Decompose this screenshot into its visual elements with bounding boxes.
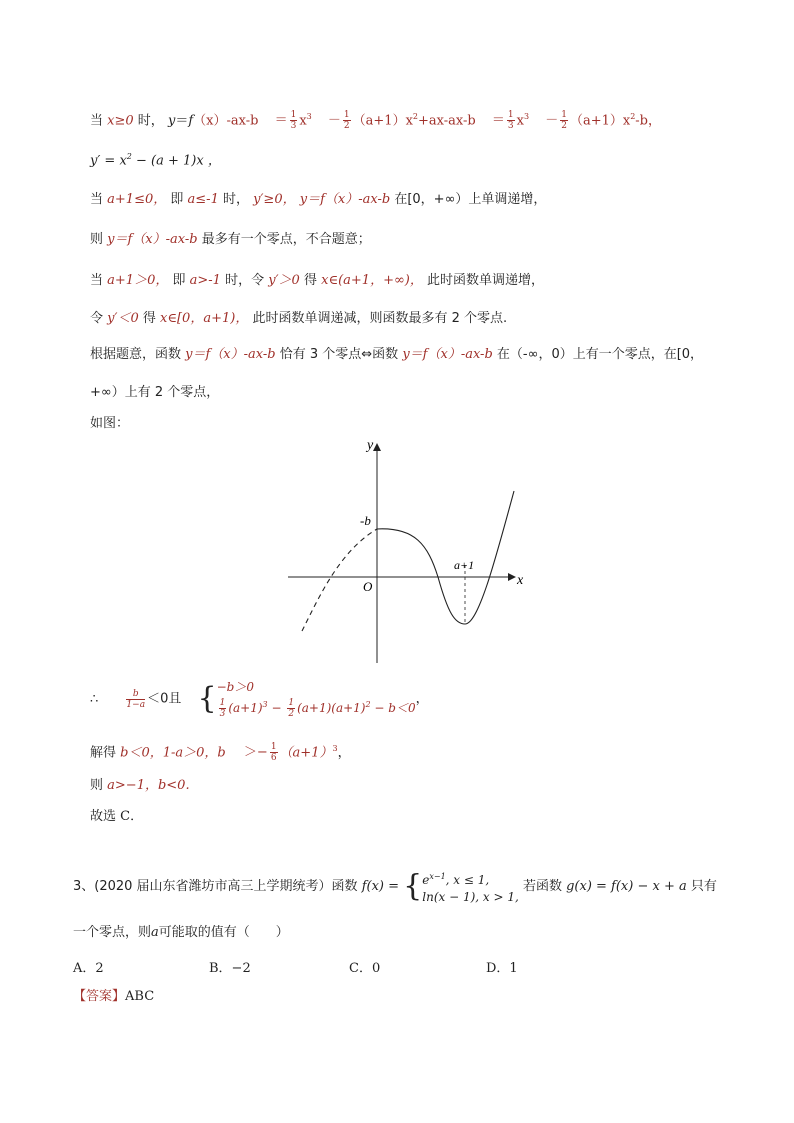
text: 在[0，+∞）上单调递增， bbox=[394, 192, 547, 207]
text: x bbox=[299, 113, 307, 129]
fraction: $\frac{1}{2}$ bbox=[343, 110, 350, 132]
line-8 bbox=[90, 384, 219, 402]
text: x bbox=[516, 113, 524, 129]
question-text: 3、(2020 届山东省潍坊市高三上学期统考）函数 bbox=[73, 879, 358, 894]
text: 当 bbox=[90, 192, 104, 207]
text: y＝f（x）-ax-b bbox=[185, 347, 276, 362]
text: a+1＞0， bbox=[107, 273, 169, 288]
text: x≥0 bbox=[107, 113, 134, 129]
line-9 bbox=[90, 415, 129, 433]
text: a>−1，b<0. bbox=[107, 778, 190, 793]
text: － bbox=[545, 113, 559, 129]
fraction: $\frac{1}{3}$ bbox=[507, 110, 514, 132]
option-a: A．2 bbox=[73, 961, 104, 976]
text: − (a + 1)x ， bbox=[131, 153, 221, 169]
text: 且 bbox=[168, 691, 182, 707]
text: y′＜0 bbox=[107, 311, 139, 326]
text: C． bbox=[120, 809, 144, 824]
fraction: $\frac{b}{1-a}$ bbox=[126, 688, 146, 710]
answer-label: 【答案】 bbox=[73, 989, 126, 1004]
option-d: D．1 bbox=[486, 961, 518, 976]
text: ， bbox=[415, 691, 429, 707]
function-graph bbox=[280, 435, 530, 670]
text: 此时函数单调递减，则函数最多有 2 个零点. bbox=[252, 311, 508, 326]
text: ， bbox=[337, 745, 351, 761]
text: 得 bbox=[142, 311, 156, 326]
line-3 bbox=[90, 191, 546, 209]
text: 解得 bbox=[90, 745, 117, 761]
minus-b-label: -b bbox=[360, 513, 371, 528]
text: ＝ bbox=[175, 113, 189, 129]
text: a>-1 bbox=[189, 273, 221, 288]
line-10 bbox=[90, 679, 429, 719]
fraction: $\frac{1}{2}$ bbox=[288, 698, 295, 719]
text: x∈(a+1，+∞)， bbox=[321, 273, 423, 288]
exponent: 2 bbox=[126, 152, 132, 161]
curve-solid-branch bbox=[377, 491, 514, 624]
brace: { bbox=[197, 681, 217, 716]
line-6 bbox=[90, 310, 507, 328]
text: y′＞0 bbox=[268, 273, 300, 288]
text: 最多有一个零点，不合题意； bbox=[201, 232, 371, 247]
line-7 bbox=[90, 346, 703, 364]
text: y′ = x bbox=[90, 153, 127, 169]
text: 根据题意，函数 bbox=[90, 347, 182, 362]
text: 在（-∞，0）上有一个零点，在[0， bbox=[496, 347, 704, 362]
text: 此时函数单调递增， bbox=[427, 273, 545, 288]
exponent: 2 bbox=[630, 112, 636, 121]
question-3-line-2 bbox=[73, 924, 289, 942]
fraction: $\frac{1}{2}$ bbox=[561, 110, 567, 132]
y-axis-label: y bbox=[367, 438, 374, 453]
line-2 bbox=[90, 148, 221, 170]
line-5 bbox=[90, 272, 544, 290]
text: +ax-ax-b bbox=[418, 113, 476, 129]
text: −b＞0 bbox=[216, 680, 254, 694]
text: ＝ bbox=[491, 113, 505, 129]
text: -b， bbox=[635, 113, 661, 129]
inequality-system: −b＞0 $\frac{1}{3}$ $(a+1)^3$ − $\frac{1}{2}$ $(a+1)(a+1)^2 - b<0$ bbox=[216, 680, 416, 719]
text: 当 bbox=[90, 113, 104, 129]
text: ＝ bbox=[274, 113, 288, 129]
exponent: 2 bbox=[412, 112, 418, 121]
a-plus-1-label: a+1 bbox=[454, 558, 475, 572]
text: y′≥0， bbox=[253, 192, 296, 207]
function-label: f(x) = bbox=[361, 879, 400, 894]
piecewise-definition: $e^{x-1}$, x ≤ 1, ln(x − 1), x > 1, bbox=[422, 871, 519, 904]
origin-label: O bbox=[363, 579, 373, 594]
text: 得 bbox=[303, 273, 317, 288]
line-4 bbox=[90, 231, 371, 249]
option-b: B．−2 bbox=[209, 961, 251, 976]
text: 时，令 bbox=[225, 273, 265, 288]
option-c: C．0 bbox=[349, 961, 381, 976]
text: 则 bbox=[90, 778, 104, 793]
text: a≤-1 bbox=[187, 192, 219, 207]
text: a+1≤0， bbox=[107, 192, 167, 207]
text: 时， bbox=[222, 192, 249, 207]
text: y＝f（x）-ax-b bbox=[299, 192, 391, 207]
line-13 bbox=[90, 808, 143, 826]
answer-line bbox=[73, 988, 154, 1006]
text: y bbox=[167, 113, 176, 129]
text: b＜0，1-a＞0，b bbox=[120, 745, 226, 761]
line-12 bbox=[90, 777, 190, 795]
therefore-symbol: ∴ bbox=[90, 691, 99, 707]
fraction: $\frac{1}{3}$ bbox=[219, 698, 226, 719]
exponent: 3 bbox=[306, 112, 312, 121]
text: 令 bbox=[90, 311, 104, 326]
exponent: 3 bbox=[523, 112, 530, 121]
text: 即 bbox=[172, 273, 186, 288]
text: y＝f（x）-ax-b bbox=[402, 347, 493, 362]
text: （a+1） bbox=[279, 745, 333, 761]
text: 如图： bbox=[90, 416, 130, 431]
text: 时， bbox=[137, 113, 164, 129]
text: y＝f（x）-ax-b bbox=[107, 232, 198, 247]
text: f bbox=[188, 113, 194, 129]
function-label: g(x) = f(x) − x + a bbox=[566, 879, 687, 894]
line-1 bbox=[90, 108, 661, 131]
question-text: 若函数 bbox=[522, 879, 562, 894]
x-axis-label: x bbox=[517, 573, 524, 588]
text: 故选 bbox=[90, 809, 117, 824]
text: 恰有 3 个零点⇔函数 bbox=[279, 347, 399, 362]
text: +∞）上有 2 个零点， bbox=[90, 385, 220, 400]
answer-value: ABC bbox=[125, 989, 155, 1004]
exponent: 3 bbox=[332, 744, 338, 753]
text: 则 bbox=[90, 232, 104, 247]
variable: a bbox=[151, 925, 159, 940]
text: 当 bbox=[90, 273, 104, 288]
question-3-line-1 bbox=[73, 867, 717, 907]
text: （a+1）x bbox=[352, 113, 413, 129]
text: x∈[0，a+1)， bbox=[160, 311, 249, 326]
line-11 bbox=[90, 740, 351, 763]
fraction: $\frac{1}{6}$ bbox=[270, 742, 277, 764]
question-text: 只有 bbox=[690, 879, 717, 894]
question-text: 一个零点，则 bbox=[73, 925, 152, 940]
text: ＞− bbox=[243, 745, 268, 761]
text: （a+1）x bbox=[569, 113, 631, 129]
text: － bbox=[327, 113, 341, 129]
brace: { bbox=[403, 868, 423, 904]
text: ＜0 bbox=[147, 691, 169, 707]
text: 即 bbox=[170, 192, 184, 207]
text: （x）-ax-b bbox=[193, 113, 259, 129]
fraction: $\frac{1}{3}$ bbox=[290, 110, 297, 132]
question-text: 可能取的值有（ ） bbox=[158, 925, 289, 940]
